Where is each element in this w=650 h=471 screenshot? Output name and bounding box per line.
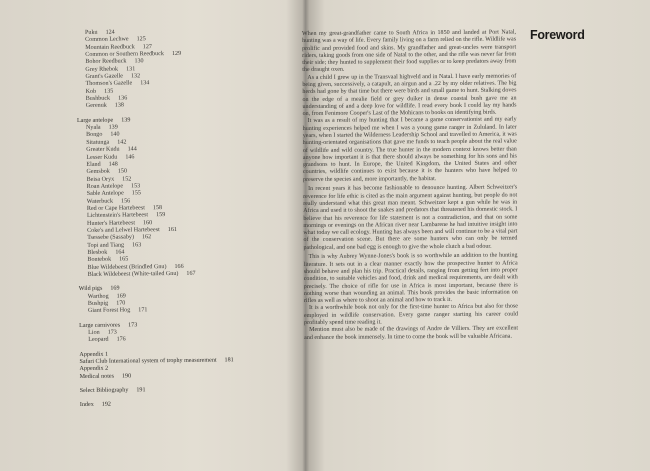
toc-entry-label: Gerenuk [85, 103, 107, 110]
toc-entry-page: 163 [132, 241, 142, 249]
toc-entry-label: Red or Cape Hartebeest [86, 205, 145, 212]
toc-entry-label: Leopard [88, 337, 109, 344]
foreword-paragraph: This is why Aubrey Wynne-Jones's book is so worthwhile an addition to the hunting literature. It sets out in a clear manner exactly how the prospective hunter to Africa should behave and plan his trip. Practical details, ranging from getting fert into proper condition, to suitable vehicles and food, drink and medical requirements, are dealt with precisely. The choice of rifle for use in Africa is most important, because there is nothing worse than wounding an animal. This book provides the basic information on rifles as well as where to shoot an animal and how to track it. [303, 252, 518, 305]
toc-entry-label: Grey Rhebok [85, 66, 119, 73]
toc-entry-page: 140 [110, 132, 120, 139]
toc-entry-label: Puku [84, 29, 98, 36]
toc-entry-label: Mountain Reedbuck [85, 44, 135, 51]
toc-entry-label: Medical notes [79, 373, 115, 380]
toc-entry-page: 150 [117, 168, 128, 175]
toc-entry-label: Warthog [87, 293, 109, 300]
toc-entry-label: Hunter's Hartebeest [86, 219, 136, 227]
toc-entry-page: 160 [142, 219, 153, 226]
toc-entry-label: Tsessebe (Sassaby) [87, 234, 135, 242]
toc-entry-label: Beisa Oryx [86, 176, 115, 183]
toc-entry-page: 176 [116, 336, 126, 343]
toc-entry-page: 169 [110, 285, 120, 292]
foreword-paragraph: When my great-grandfather came to South Africa in 1850 and landed at Port Natal, hunting was a way of life. Every family living on a farm relied on the rifle. Wildlife was prolific and provided food and skins. My grandfather and great-uncles were transport riders, taking goods from one side of Natal to the other, and the rifle was never far from their side; they hunted to supplement their food supplies or to keep predators away from the draught oxen. [302, 29, 517, 74]
toc-entry-page: 127 [142, 43, 152, 50]
toc-entry-label: Wild pigs [78, 286, 103, 293]
toc-entry-label: Waterbuck [86, 198, 114, 205]
toc-entry-label: Blue Wildebeest (Brindled Gnu) [87, 263, 167, 271]
toc-entry-page: 139 [121, 117, 131, 124]
toc-entry-page: 125 [136, 36, 146, 43]
toc-entry-label: Lion [88, 329, 100, 336]
toc-entry-page: 139 [108, 124, 118, 131]
toc-entry-page: 162 [141, 234, 152, 241]
foreword-paragraph: In recent years it has become fashionable to denounce hunting. Albert Schweitzer's reverence for life ethic is cited as the main argument against hunting, but people do not really understand what this great man meant. Schweitzer kept a gun while he was in Africa and used it to shoot the snakes and predators that threatened his domestic stock. I believe that his reverence for life statement is not a contradiction, and that on some mornings or evenings on the African river near Lambarene he had intuitive insight into what today we call ecology. Hunting has always been and will continue to be a vital part of the conservation scene. But there are some hunters who can only be termed pathological, and one bad egg is enough to give the whole clutch a bad odour. [303, 184, 518, 251]
toc-entry-page: 132 [130, 73, 141, 80]
table-of-contents [76, 28, 305, 410]
foreword-paragraph: As a child I grew up in the Transvaal highveld and in Natal. I have early memories of being given, successively, a catapult, an airgun and a .22 by my older relatives. The big herds had gone by that time but there were birds and small game to hunt. Stalking doves on the edge of a mealie field or grey duiker in dense coastal bush gave me an understanding of and a deep love for wildlife. I read every book I could lay my hands on, from Fenimore Cooper's Last of the Mohicans to books on identifying birds. [302, 73, 517, 118]
toc-entry-page: 131 [126, 66, 136, 73]
toc-entry-label: Lichtenstein's Hartebeest [86, 212, 149, 220]
toc-entry-page: 135 [104, 88, 114, 95]
toc-entry-page: 169 [116, 293, 126, 300]
right-page-foreword [302, 0, 650, 471]
toc-entry-page: 161 [167, 226, 177, 233]
toc-entry-page: 158 [152, 205, 163, 212]
foreword-paragraph: It is a worthwhile book not only for the first-time hunter to Africa but also for those employed in wildlife conservation. Every game ranger starting his career could profitably spend time reading it. [303, 303, 519, 326]
toc-entry-page: 167 [186, 270, 196, 277]
toc-entry-label: Appendix 2 [79, 366, 109, 373]
toc-entry-label: Appendix 1 [79, 351, 109, 358]
toc-entry-page: 170 [116, 300, 126, 307]
toc-entry-label: Common Lechwe [85, 36, 129, 44]
toc-entry-label: Nyala [85, 124, 101, 132]
toc-entry-label: Giant Forest Hog [87, 307, 131, 315]
toc-entry-page: 159 [156, 212, 166, 219]
toc-entry-label: Bushbuck [85, 95, 111, 102]
toc-entry-page: 155 [131, 190, 141, 197]
toc-entry-label: Gemsbok [86, 168, 110, 176]
toc-entry-label: Common or Southern Reedbuck [85, 51, 164, 58]
toc-entry-label: Grant's Gazelle [85, 73, 124, 80]
toc-entry [80, 400, 305, 410]
toc-entry-page: 152 [122, 175, 132, 183]
toc-entry-label: Roan Antelope [86, 183, 124, 190]
toc-entry-page: 171 [138, 307, 148, 314]
toc-entry-page: 156 [121, 198, 131, 205]
toc-entry-page: 165 [119, 256, 129, 263]
toc-entry-label: Sable Antelope [86, 190, 124, 198]
toc-entry-page: 142 [117, 139, 127, 146]
toc-entry-page: 124 [105, 29, 115, 36]
toc-entry-page: 148 [108, 161, 118, 168]
toc-entry-label: Safari Club International system of trophy measurement [79, 357, 217, 366]
toc-entry-label: Blesbok [87, 249, 108, 256]
toc-entry-page: 173 [107, 329, 117, 336]
toc-entry-label: Bohor Reedbuck [85, 58, 127, 66]
toc-entry-label: Topi and Tiang [87, 242, 125, 249]
left-page-contents [0, 0, 300, 471]
toc-entry-label: Greater Kudu [86, 146, 120, 154]
toc-entry-page: 181 [224, 357, 234, 364]
toc-entry-label: Thomson's Gazelle [85, 80, 133, 88]
toc-entry-label: Eland [86, 161, 101, 168]
toc-entry-page: 190 [121, 373, 132, 380]
toc-entry-label: Coke's and Lelwel Hartebeest [87, 227, 160, 234]
toc-entry-label: Lesser Kudu [86, 154, 118, 161]
toc-entry-label: Large antelope [76, 117, 114, 124]
foreword-paragraph: It was as a result of my hunting that I became a game conservationist and my early hunting experiences helped me when I was a young game ranger in Zululand. In later years, when I started the Wilderness Leadership School and travelled to America, it was hunting-orientated organisations that gave me funds to teach people about the real value of wildlife and wild country. The true hunter in the modern context knows better than anyone how important it is that there should always be something for his sons and his grandsons to hunt. In Europe, the United Kingdom, the United States and other countries, wildlife continues to exist because it is the hunters who have helped to preserve the species and, more importantly, the habitat. [302, 116, 518, 183]
toc-entry-page: 136 [118, 95, 128, 102]
toc-entry-page: 191 [136, 387, 146, 394]
toc-entry-page: 144 [127, 146, 137, 153]
page-title: Foreword [530, 28, 585, 42]
foreword-paragraph: Mention must also be made of the drawings of Andre de Villiers. They are excellent and enhance the book immensely. In time to come the book will be valuable Africana. [304, 325, 519, 341]
toc-entry-page: 134 [140, 80, 150, 87]
toc-entry-label: Index [79, 402, 94, 409]
toc-entry-page: 153 [130, 183, 141, 190]
toc-entry-label: Sitatunga [86, 139, 110, 146]
toc-entry-page: 192 [101, 402, 111, 409]
toc-entry-page: 164 [115, 249, 125, 256]
toc-entry-label: Kob [85, 88, 97, 95]
toc-entry-page: 166 [174, 263, 184, 270]
toc-entry-label: Bushpig [87, 300, 109, 307]
toc-entry-label: Black Wildebeest (White-tailed Gnu) [87, 270, 179, 278]
toc-entry-page: 138 [114, 102, 124, 110]
foreword-body [302, 30, 518, 342]
toc-entry-page: 146 [125, 153, 135, 160]
toc-entry-page: 173 [128, 322, 138, 329]
toc-entry-label: Select Bibliography [79, 387, 129, 395]
toc-entry-page: 129 [171, 50, 182, 58]
toc-entry-label: Large carnivores [79, 322, 121, 329]
toc-entry-label: Bongo [86, 132, 103, 139]
toc-entry-label: Bontebok [87, 256, 112, 264]
toc-entry-page: 130 [134, 58, 144, 65]
